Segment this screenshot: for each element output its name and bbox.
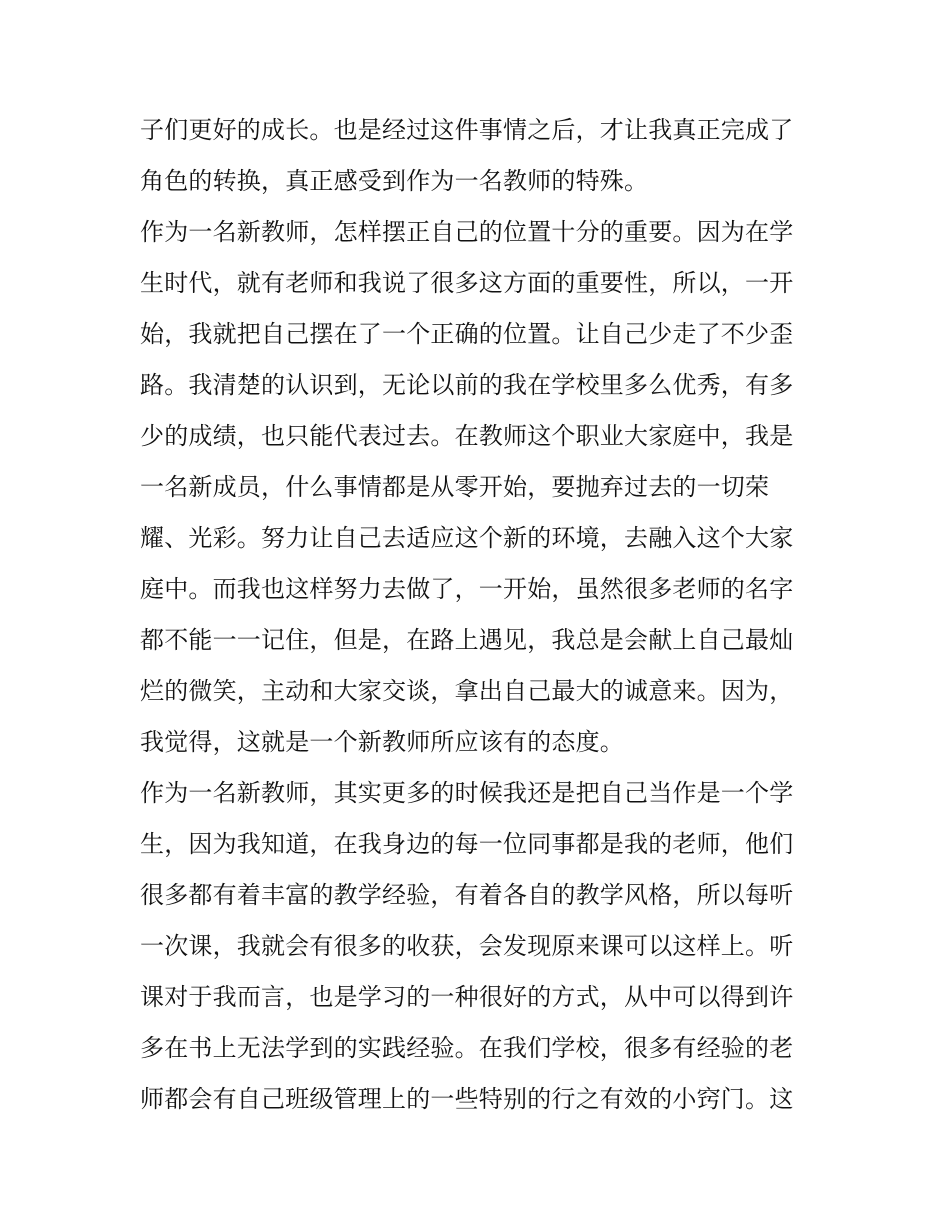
text-line: 烂的微笑，主动和大家交谈，拿出自己最大的诚意来。因为，: [140, 677, 794, 705]
text-line: 多在书上无法学到的实践经验。在我们学校，很多有经验的老: [140, 1034, 794, 1062]
text-line: 一名新成员，什么事情都是从零开始，要抛弃过去的一切荣: [140, 473, 770, 501]
text-line: 角色的转换，真正感受到作为一名教师的特殊。: [140, 167, 649, 195]
text-line: 始，我就把自己摆在了一个正确的位置。让自己少走了不少歪: [140, 320, 794, 348]
document-body: [140, 105, 820, 1125]
text-line: 师都会有自己班级管理上的一些特别的行之有效的小窍门。这: [140, 1085, 794, 1113]
text-line: 路。我清楚的认识到，无论以前的我在学校里多么优秀，有多: [140, 371, 794, 399]
text-line: 作为一名新教师，其实更多的时候我还是把自己当作是一个学: [140, 779, 794, 807]
text-line: 课对于我而言，也是学习的一种很好的方式，从中可以得到许: [140, 983, 794, 1011]
text-line: 都不能一一记住，但是，在路上遇见，我总是会献上自己最灿: [140, 626, 794, 654]
text-line: 少的成绩，也只能代表过去。在教师这个职业大家庭中，我是: [140, 422, 794, 450]
text-line: 庭中。而我也这样努力去做了，一开始，虽然很多老师的名字: [140, 575, 794, 603]
text-line: 我觉得，这就是一个新教师所应该有的态度。: [140, 728, 624, 756]
text-line: 耀、光彩。努力让自己去适应这个新的环境，去融入这个大家: [140, 524, 794, 552]
text-line: 生，因为我知道，在我身边的每一位同事都是我的老师，他们: [140, 830, 794, 858]
text-line: 生时代，就有老师和我说了很多这方面的重要性，所以，一开: [140, 269, 794, 297]
text-line: 很多都有着丰富的教学经验，有着各自的教学风格，所以每听: [140, 881, 794, 909]
text-line: 作为一名新教师，怎样摆正自己的位置十分的重要。因为在学: [140, 218, 794, 246]
text-line: 子们更好的成长。也是经过这件事情之后，才让我真正完成了: [140, 116, 794, 144]
text-line: 一次课，我就会有很多的收获，会发现原来课可以这样上。听: [140, 932, 794, 960]
